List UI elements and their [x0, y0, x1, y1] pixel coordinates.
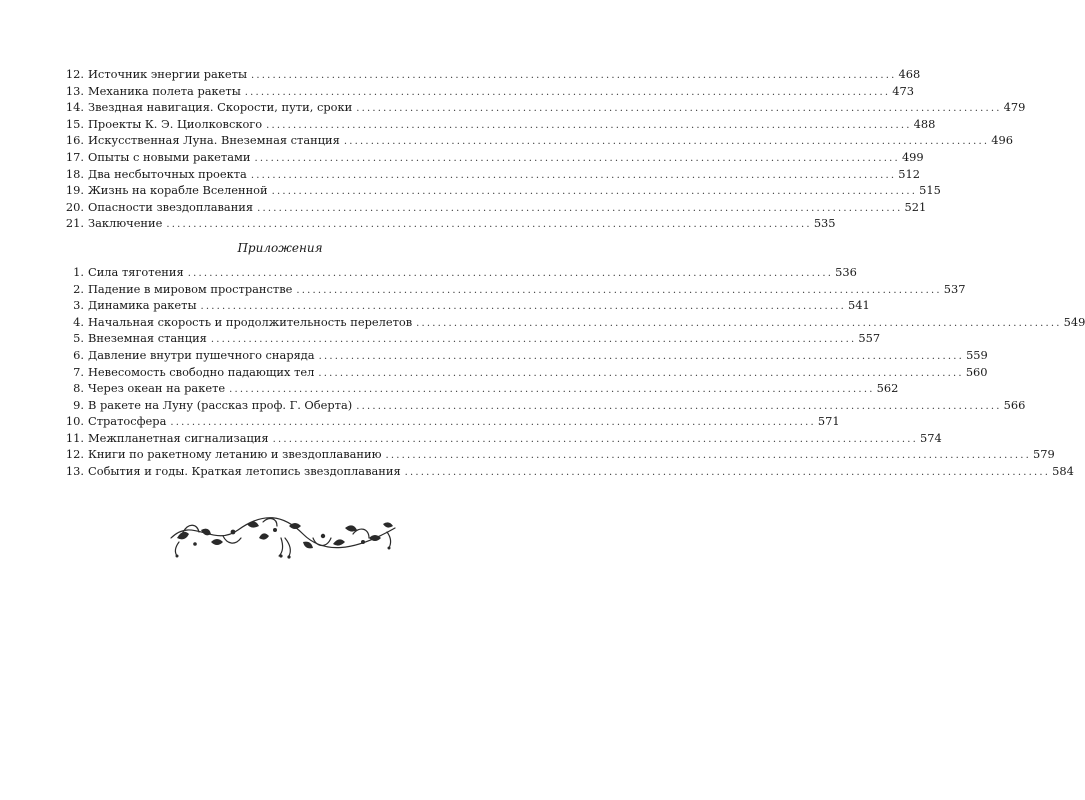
toc-entry-number: 5.	[73, 331, 84, 346]
toc-entry	[62, 297, 870, 314]
toc-entry-page-number: 584	[1052, 464, 1074, 479]
toc-entry-title: Два несбыточных проекта	[88, 166, 247, 181]
toc-entry-number: 21.	[65, 216, 84, 231]
toc-entry-page-number: 499	[901, 149, 924, 164]
toc-entry-title: Заключение	[88, 216, 163, 231]
toc-entry-page-number: 512	[898, 166, 921, 181]
dot-leader: ........................................................................................................................	[187, 267, 834, 279]
toc-entry-number: 7.	[73, 364, 84, 379]
toc-entry-page-number: 473	[892, 83, 914, 98]
toc-entry-title: Механика полета ракеты	[88, 83, 241, 98]
toc-entry-title: В ракете на Луну (рассказ проф. Г. Оберта)	[88, 397, 353, 412]
toc-entry	[62, 215, 836, 232]
toc-entry-page-number: 536	[835, 264, 857, 279]
toc-entry-page-number: 488	[913, 116, 936, 131]
toc-entry-number: 16.	[65, 133, 84, 148]
toc-entry	[62, 182, 941, 199]
dot-leader: ........................................................................................................................	[251, 70, 897, 81]
toc-entry	[62, 463, 1074, 480]
toc-entry	[62, 66, 921, 83]
toc-entry-title: Опасности звездоплавания	[88, 199, 254, 214]
dot-leader: ........................................................................................................................	[200, 301, 846, 313]
toc-appendix-list	[62, 264, 1085, 480]
toc-entry-page-number: 571	[817, 414, 840, 429]
toc-entry-number: 4.	[73, 314, 84, 329]
toc-entry-title: Искусственная Луна. Внеземная станция	[88, 133, 340, 148]
toc-entry	[62, 380, 899, 397]
toc-entry-title: Сила тяготения	[88, 264, 184, 279]
toc-entry-page-number: 468	[898, 67, 921, 81]
toc-entry-title: Начальная скорость и продолжительность перелетов	[88, 314, 413, 329]
toc-entry-page-number: 560	[965, 364, 988, 379]
toc-entry-number: 11.	[65, 430, 84, 445]
toc-entry-title: Межпланетная сигнализация	[88, 430, 269, 445]
toc-entry-number: 12.	[65, 447, 84, 462]
toc-entry	[62, 199, 927, 216]
toc-entry	[62, 314, 1085, 331]
toc-entry-page-number: 549	[1063, 314, 1085, 329]
toc-entry-title: Через океан на ракете	[88, 381, 226, 396]
toc-entry-title: Динамика ракеты	[88, 298, 197, 313]
dot-leader: ........................................................................................................................	[296, 284, 942, 296]
toc-entry-page-number: 496	[991, 133, 1014, 148]
toc-entry	[62, 430, 942, 447]
toc-entry	[62, 132, 1014, 149]
dot-leader: ........................................................................................................................	[318, 350, 965, 362]
dot-leader: ........................................................................................................................	[271, 186, 918, 198]
toc-entry	[62, 83, 914, 100]
dot-leader: ........................................................................................................................	[356, 103, 1002, 115]
toc-entry-number: 13.	[65, 464, 84, 479]
toc-entry	[62, 397, 1026, 414]
toc-entry-number: 10.	[65, 414, 84, 429]
toc-entry	[62, 99, 1026, 116]
table-of-contents	[62, 66, 1085, 480]
toc-entry-number: 2.	[73, 281, 84, 296]
toc-entry-page-number: 515	[919, 183, 941, 198]
toc-entry	[62, 116, 936, 133]
toc-entry-number: 19.	[65, 183, 84, 198]
toc-entry-page-number: 566	[1003, 397, 1026, 412]
toc-entry-title: Невесомость свободно падающих тел	[88, 364, 315, 379]
toc-entry	[62, 264, 857, 281]
dot-leader: ........................................................................................................................	[266, 119, 912, 131]
toc-entry-number: 17.	[65, 149, 84, 164]
toc-entry-number: 9.	[73, 397, 84, 412]
toc-entry-title: Источник энергии ракеты	[88, 67, 248, 81]
toc-entry-title: Звездная навигация. Скорости, пути, сроки	[88, 100, 353, 115]
toc-entry-number: 8.	[73, 381, 84, 396]
toc-entry-title: События и годы. Краткая летопись звездоплавания	[88, 464, 401, 479]
dot-leader: ........................................................................................................................	[170, 417, 816, 429]
toc-entry-page-number: 557	[858, 331, 881, 346]
toc-entry-title: Внеземная станция	[88, 331, 207, 346]
dot-leader: ........................................................................................................................	[254, 152, 900, 164]
toc-entry-title: Книги по ракетному летанию и звездоплаванию	[88, 447, 382, 462]
toc-entry-number: 18.	[65, 166, 84, 181]
dot-leader: ........................................................................................................................	[272, 433, 919, 445]
toc-entry-number: 13.	[65, 83, 84, 98]
toc-entry-page-number: 579	[1032, 447, 1055, 462]
toc-entry-page-number: 562	[876, 381, 899, 396]
dot-leader: ........................................................................................................................	[250, 169, 897, 181]
toc-main-list	[62, 66, 1026, 232]
toc-entry-page-number: 559	[966, 347, 988, 362]
appendix-heading: Приложения	[237, 240, 323, 255]
toc-entry-page-number: 537	[943, 281, 966, 296]
toc-entry-page-number: 479	[1003, 100, 1026, 115]
dot-leader: ........................................................................................................................	[166, 219, 812, 231]
toc-entry-page-number: 574	[920, 430, 942, 445]
dot-leader: ........................................................................................................................	[244, 86, 891, 98]
toc-entry-number: 15.	[65, 116, 84, 131]
toc-entry-page-number: 541	[847, 298, 870, 313]
toc-entry	[62, 330, 881, 347]
dot-leader: ........................................................................................................................	[210, 334, 857, 346]
dot-leader: ........................................................................................................................	[356, 400, 1002, 412]
toc-entry	[62, 149, 924, 166]
toc-entry-title: Давление внутри пушечного снаряда	[88, 347, 315, 362]
toc-entry	[62, 364, 988, 381]
toc-entry	[62, 446, 1055, 463]
toc-entry	[62, 413, 840, 430]
dot-leader: ........................................................................................................................	[318, 367, 964, 379]
dot-leader: ........................................................................................................................	[385, 450, 1031, 462]
dot-leader: ........................................................................................................................	[229, 384, 875, 396]
toc-entry-title: Падение в мировом пространстве	[88, 281, 293, 296]
toc-entry-title: Опыты с новыми ракетами	[88, 149, 251, 164]
toc-entry-number: 20.	[65, 199, 84, 214]
toc-entry-number: 1.	[73, 264, 84, 279]
toc-entry-number: 6.	[73, 347, 84, 362]
toc-entry-title: Проекты К. Э. Циолковского	[88, 116, 263, 131]
toc-entry-page-number: 535	[813, 216, 836, 231]
toc-entry	[62, 281, 966, 298]
dot-leader: ........................................................................................................................	[257, 202, 903, 214]
toc-entry-number: 12.	[65, 67, 84, 81]
toc-entry	[62, 347, 988, 364]
toc-entry-number: 3.	[73, 298, 84, 313]
dot-leader: ........................................................................................................................	[416, 317, 1062, 329]
dot-leader: ........................................................................................................................	[343, 136, 990, 148]
toc-entry-page-number: 521	[904, 199, 927, 214]
toc-entry-number: 14.	[65, 100, 84, 115]
dot-leader: ........................................................................................................................	[404, 467, 1051, 479]
floral-vine-ornament-icon	[163, 508, 403, 560]
toc-entry-title: Жизнь на корабле Вселенной	[88, 183, 268, 198]
toc-entry-title: Стратосфера	[88, 414, 167, 429]
toc-entry	[62, 166, 921, 183]
